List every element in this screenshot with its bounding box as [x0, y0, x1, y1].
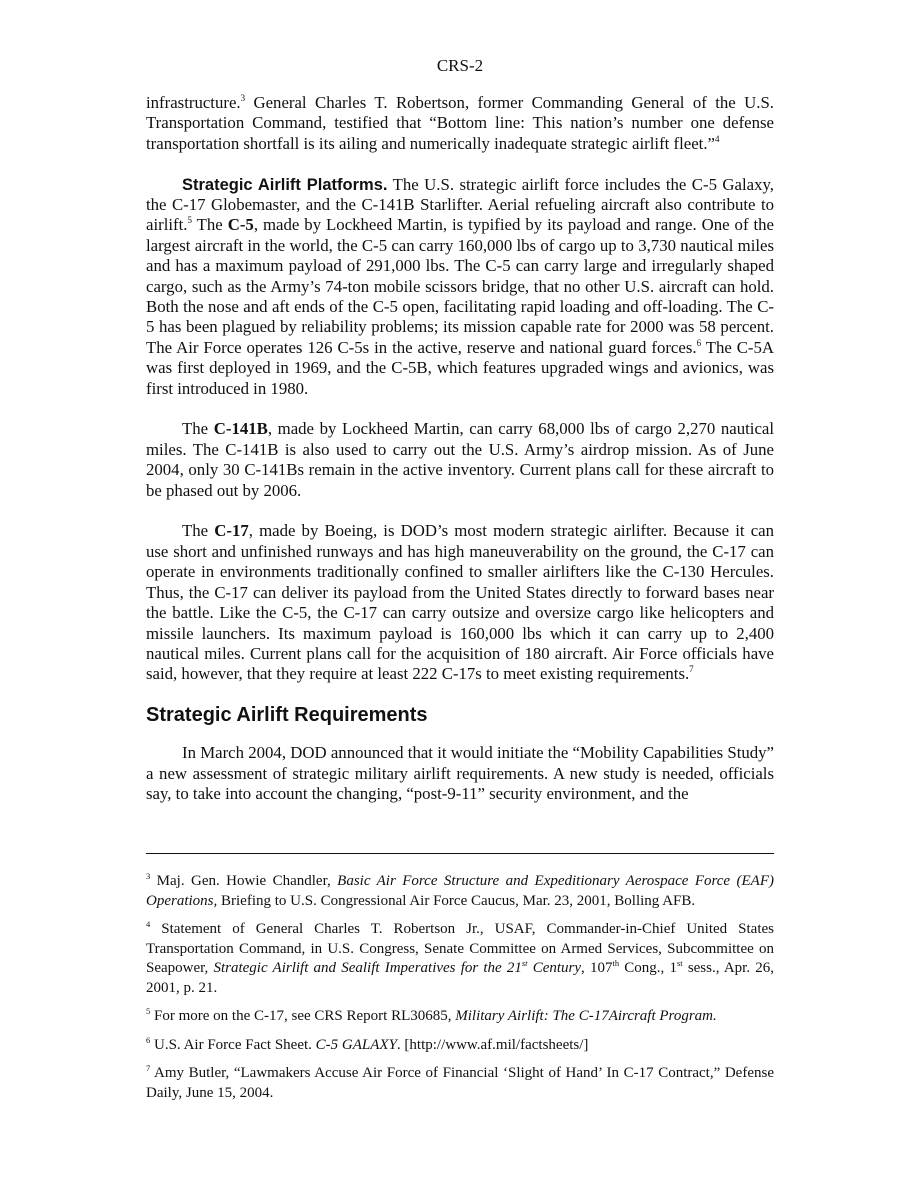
footnote-divider [146, 853, 774, 854]
paragraph-strategic-airlift-platforms [146, 175, 774, 399]
paragraph-mobility-study [146, 743, 774, 804]
text-run: , made by Lockheed Martin, can carry 68,000 lbs of cargo 2,270 nautical miles. The C-141B is also used to carry out the U.S. Army’s airdrop mission. As of June 2004, only 30 C-141Bs remain in the active inventory. Current plans call for these aircraft to be phased out by 2006. [146, 419, 775, 500]
text-run: For more on the C-17, see CRS Report RL30685, [150, 1008, 456, 1024]
text-run: Strategic Airlift and Sealift Imperatives for the 21 [213, 960, 522, 976]
citation-title: Basic Air Force Structure and Expeditionary Aerospace Force (EAF) Operations, [146, 873, 774, 909]
ordinal-suffix: st [676, 958, 683, 968]
footnote-ref-4[interactable]: 4 [714, 133, 720, 144]
text-run: , 107 [581, 960, 613, 976]
text-run: infrastructure. [146, 93, 241, 112]
text-run: Century [527, 960, 582, 976]
text-run: sess., Apr. 26, 2001, p. 21. [146, 960, 775, 996]
footnote-5 [146, 1007, 774, 1027]
term-c17: C-17 [214, 521, 249, 541]
text-run: , made by Lockheed Martin, is typified by its payload and range. One of the largest aircraft in the world, the C-5 can carry 160,000 lbs of cargo up to 3,730 nautical miles and has a maximum payload of 291,000 lbs. The C-5 can carry large and irregularly shaped cargo, such as the Army’s 74-ton mobile scissors bridge, that no other U.S. aircraft can hold. Both the nose and aft ends of the C-5 open, facilitating rapid loading and off-loading. The C-5 has been plagued by reliability problems; its mission capable rate for 2000 was 58 percent. The Air Force operates 126 C-5s in the active, reserve and national guard forces. [146, 215, 774, 357]
term-c141b: C-141B [213, 419, 268, 439]
ordinal-suffix: st [521, 958, 528, 968]
text-run: Statement of General Charles T. Robertson Jr., USAF, Commander-in-Chief United States Transportation Command, in U.S. Congress, Senate Committee on Armed Services, Subcommittee on Seapower, [146, 921, 774, 976]
text-run: In March 2004, DOD announced that it would initiate the “Mobility Capabilities Study” a new assessment of strategic military airlift requirements. A new study is needed, officials say, to take into account the changing, “post-9-11” security environment, and the [146, 743, 774, 803]
text-run: . [http://www.af.mil/factsheets/] [396, 1036, 589, 1053]
ordinal-suffix: th [612, 958, 620, 968]
page-header: CRS-2 [436, 56, 484, 75]
footnote-number: 4 [146, 919, 151, 929]
paragraph-infrastructure [146, 93, 774, 154]
text-run: The U.S. strategic airlift force includes the C-5 Galaxy, the C-17 Globemaster, and the C-141B Starlifter. Aerial refueling aircraft also contribute to airlift. [146, 174, 774, 235]
footnote-7 [146, 1064, 774, 1103]
text-run: The [182, 521, 215, 541]
text-run: Briefing to U.S. Congressional Air Force Caucus, Mar. 23, 2001, Bolling AFB. [217, 892, 696, 909]
footnote-number: 7 [146, 1063, 151, 1073]
footnote-ref-5[interactable]: 5 [187, 215, 192, 226]
text-run: Amy Butler, “Lawmakers Accuse Air Force of Financial ‘Slight of Hand’ In C-17 Contract,” Defense Daily, June 15, 2004. [146, 1065, 774, 1101]
footnote-number: 6 [146, 1034, 151, 1045]
text-run: The C-5A was first deployed in 1969, and the C-5B, which features upgraded wings and avionics, was first introduced in 1980. [146, 337, 775, 398]
section-heading: Strategic Airlift Requirements [146, 704, 428, 727]
footnote-3 [146, 872, 774, 911]
footnote-ref-6[interactable]: 6 [696, 337, 702, 348]
text-run: U.S. Air Force Fact Sheet. [150, 1036, 316, 1053]
term-c5: C-5 [227, 215, 254, 235]
footnote-ref-3[interactable]: 3 [240, 93, 246, 103]
paragraph-c17 [146, 521, 774, 684]
footnotes [146, 872, 774, 1112]
text-run: Cong., 1 [619, 960, 677, 976]
body-text [146, 93, 774, 825]
footnote-6 [146, 1036, 774, 1056]
text-run: The [182, 419, 214, 439]
text-run: , made by Boeing, is DOD’s most modern strategic airlifter. Because it can use short and unfinished runways and has high maneuverability on the ground, the C-17 can operate in environments traditionally confined to smaller airlifters like the C-130 Hercules. Thus, the C-17 can deliver its payload from the United States directly to forward bases near the battle. Like the C-5, the C-17 can carry outsize and oversize cargo like helicopters and missile launchers. Its maximum payload is 160,000 lbs which it can carry up to 2,400 nautical miles. Current plans call for the acquisition of 180 aircraft. Air Force officials have said, however, that they require at least 222 C-17s to meet existing requirements. [146, 521, 774, 684]
paragraph-c141b [146, 419, 774, 501]
citation-title [213, 960, 581, 976]
citation-title: Military Airlift: The C-17Aircraft Program. [455, 1008, 717, 1024]
citation-title: C-5 GALAXY [315, 1036, 397, 1053]
footnote-ref-7[interactable]: 7 [689, 664, 694, 675]
text-run: The [191, 215, 228, 235]
footnote-number: 3 [146, 871, 151, 881]
footnote-4 [146, 920, 774, 998]
run-in-heading: Strategic Airlift Platforms. [182, 175, 388, 194]
text-run: General Charles T. Robertson, former Commanding General of the U.S. Transportation Command, testified that “Bottom line: This nation’s number one defense transportation shortfall is its ailing and numerically inadequate strategic airlift fleet.” [146, 93, 774, 153]
text-run: Maj. Gen. Howie Chandler, [150, 873, 338, 889]
footnote-number: 5 [146, 1006, 151, 1016]
